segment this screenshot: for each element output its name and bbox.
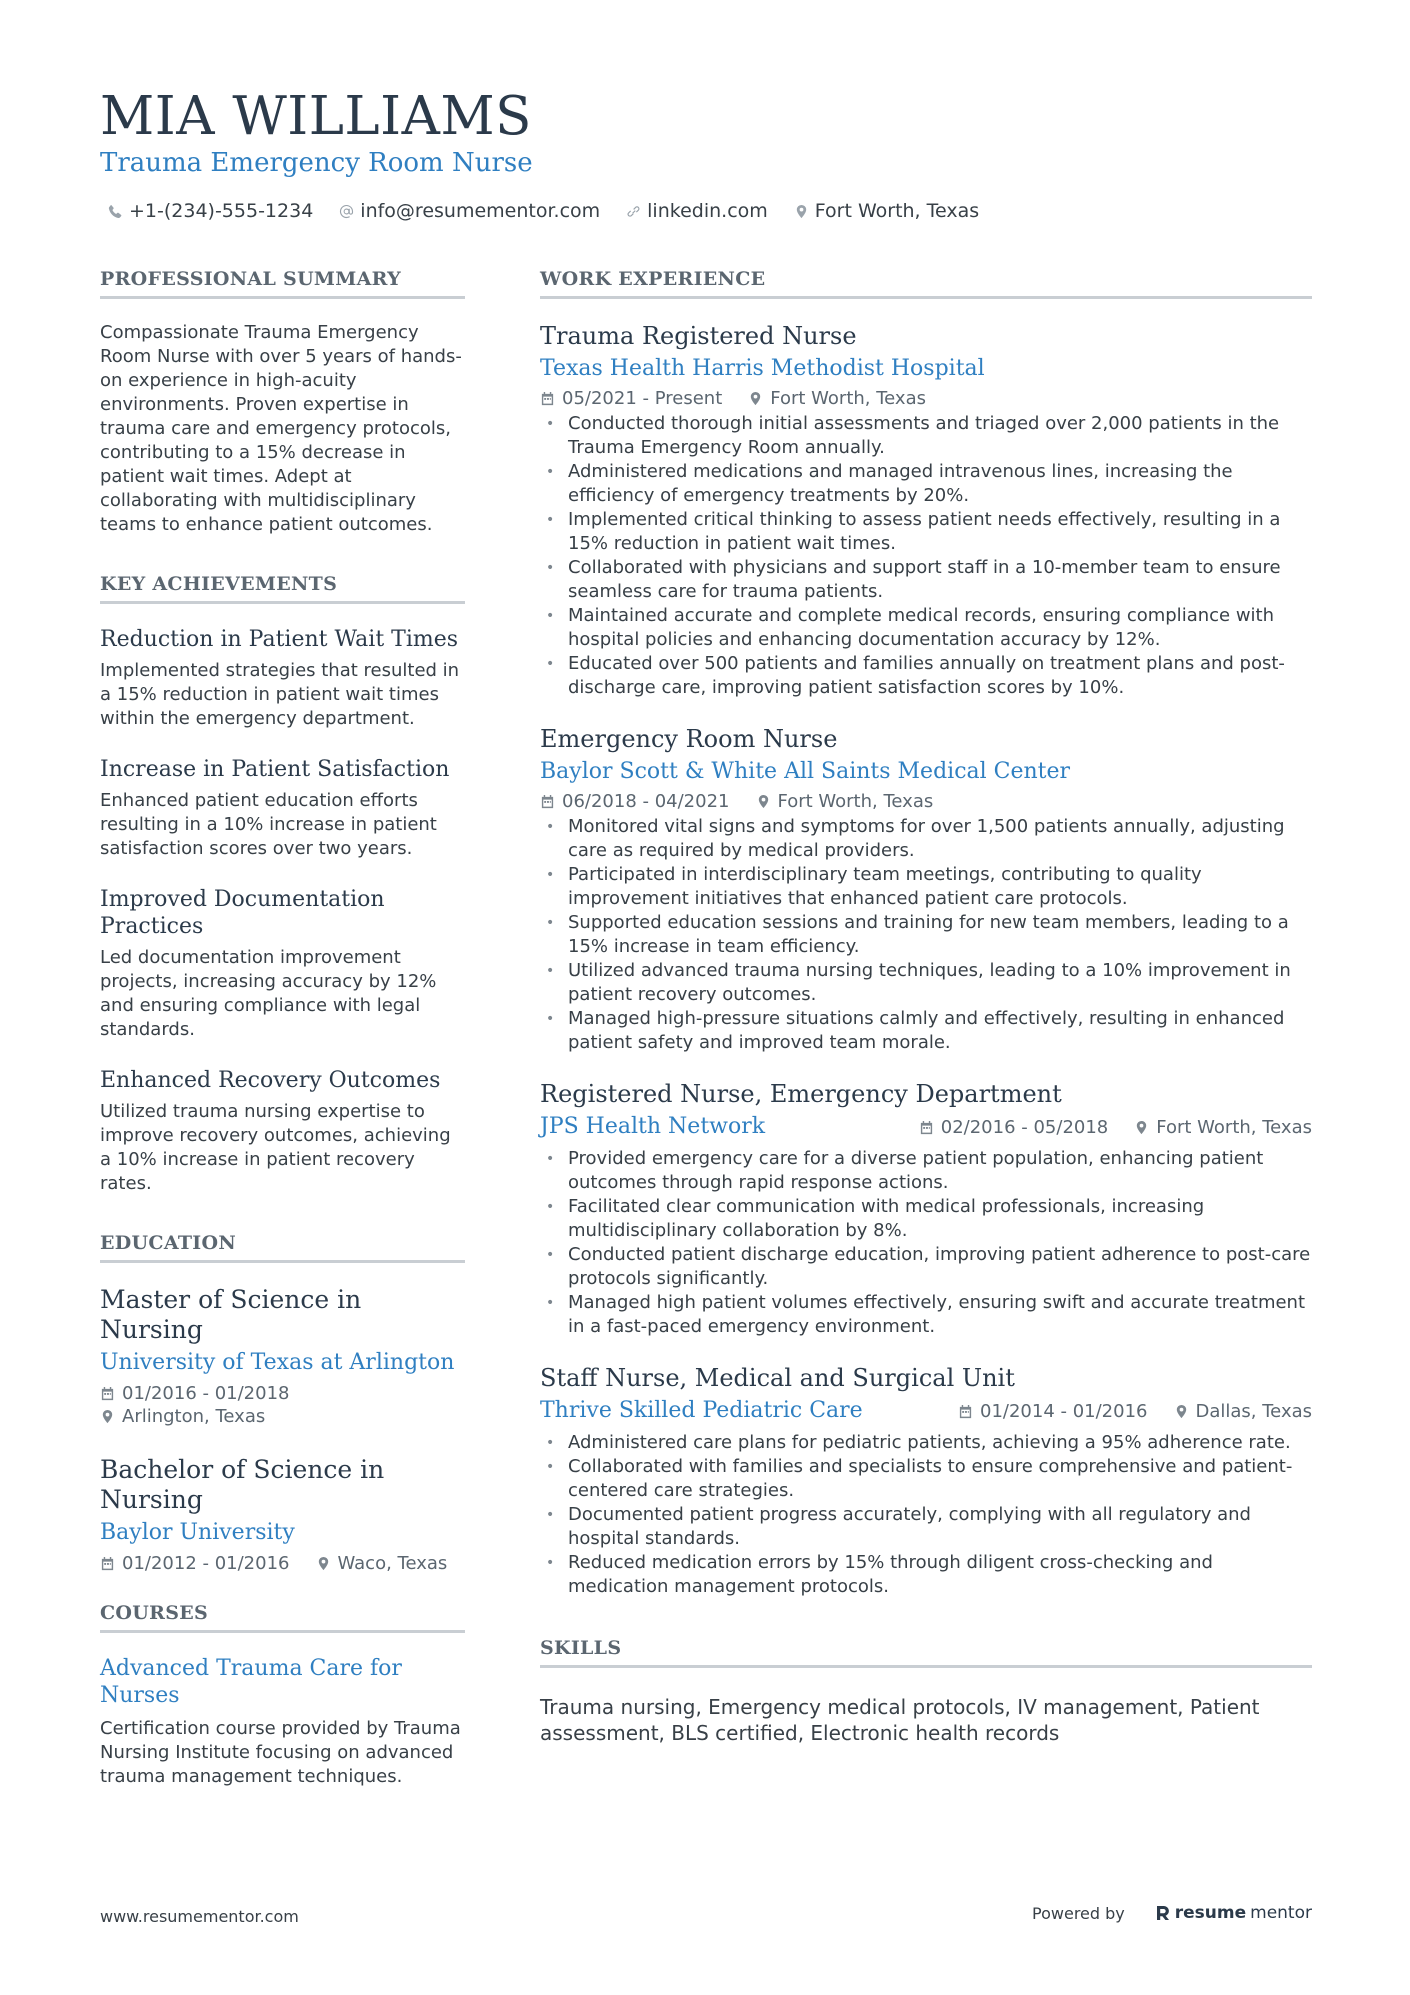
- left-column: [100, 268, 465, 1789]
- experience-section: [540, 268, 1312, 1599]
- job-line: [540, 1113, 1312, 1141]
- achievement-title: Increase in Patient Satisfaction: [100, 757, 450, 782]
- summary-text: Compassionate Trauma Emergency Room Nurse with over 5 years of hands-on experience in high-acuity environments. Proven expertise in trauma care and emergency protocols, contributing to a 15% decrease in patient wait times. Adept at collaborating with multidisciplinary teams to enhance patient outcomes.: [100, 322, 462, 535]
- achievement-title: Reduction in Patient Wait Times: [100, 627, 459, 652]
- job-location-text: Fort Worth, Texas: [770, 388, 926, 409]
- job-bullet: • Conducted patient discharge education, improving patient adherence to post-care protocols significantly.: [540, 1243, 1312, 1291]
- education-location-text: Waco, Texas: [337, 1553, 448, 1574]
- course-title: Advanced Trauma Care for Nurses: [100, 1656, 402, 1708]
- contact-bar: [108, 200, 979, 222]
- location-icon: [1134, 1120, 1149, 1135]
- job-bullet: • Managed high patient volumes effectively, ensuring swift and accurate treatment in a fast-paced emergency environment.: [540, 1291, 1312, 1339]
- achievement-item: [100, 626, 465, 731]
- education-location-text: Arlington, Texas: [122, 1406, 266, 1427]
- job-location-text: Fort Worth, Texas: [1156, 1116, 1312, 1138]
- job-bullet: • Educated over 500 patients and families annually on treatment plans and post-discharge care, improving patient satisfaction scores by 10%.: [540, 652, 1312, 700]
- job-location: [756, 791, 934, 812]
- achievements-section: [100, 573, 465, 1196]
- phone-icon: [108, 204, 123, 219]
- contact-email[interactable]: [339, 200, 600, 222]
- education-school: Baylor University: [100, 1520, 295, 1545]
- summary-heading: PROFESSIONAL SUMMARY: [100, 268, 465, 299]
- job-bullet: • Maintained accurate and complete medical records, ensuring compliance with hospital policies and enhancing documentation accuracy by 12%.: [540, 604, 1312, 652]
- job-company: JPS Health Network: [540, 1114, 766, 1139]
- contact-location: [794, 200, 979, 222]
- job-dates: [540, 388, 722, 409]
- education-dates-text: 01/2016 - 01/2018: [122, 1383, 290, 1404]
- skills-heading: SKILLS: [540, 1637, 1312, 1668]
- job-bullet: • Implemented critical thinking to assess patient needs effectively, resulting in a 15% reduction in patient wait times.: [540, 508, 1312, 556]
- courses-section: [100, 1602, 465, 1789]
- achievement-item: [100, 756, 465, 861]
- contact-location-text: Fort Worth, Texas: [814, 200, 980, 222]
- job-bullets: [540, 815, 1312, 1055]
- resumementor-logo-icon: [1155, 1904, 1171, 1922]
- job-bullet: • Conducted thorough initial assessments and triaged over 2,000 patients in the Trauma Emergency Room annually.: [540, 412, 1312, 460]
- job-bullet: • Reduced medication errors by 15% through diligent cross-checking and medication management protocols.: [540, 1551, 1312, 1599]
- calendar-icon: [958, 1404, 973, 1419]
- job-meta: [540, 388, 1312, 409]
- candidate-title: Trauma Emergency Room Nurse: [100, 148, 533, 178]
- at-icon: [339, 204, 354, 219]
- job-bullet: • Provided emergency care for a diverse patient population, enhancing patient outcomes through rapid response actions.: [540, 1147, 1312, 1195]
- job-title: Registered Nurse, Emergency Department: [540, 1080, 1062, 1108]
- job-bullet: • Monitored vital signs and symptoms for over 1,500 patients annually, adjusting care as required by medical providers.: [540, 815, 1312, 863]
- job-item: [540, 1079, 1312, 1339]
- job-company: Texas Health Harris Methodist Hospital: [540, 356, 985, 381]
- location-icon: [316, 1556, 331, 1571]
- job-dates: [540, 791, 730, 812]
- job-meta: [958, 1401, 1312, 1422]
- achievements-heading: KEY ACHIEVEMENTS: [100, 573, 465, 604]
- education-heading: EDUCATION: [100, 1232, 465, 1263]
- education-dates: [100, 1383, 465, 1404]
- contact-linkedin[interactable]: [626, 200, 768, 222]
- calendar-icon: [919, 1120, 934, 1135]
- job-bullet: • Facilitated clear communication with medical professionals, increasing multidisciplinary collaboration by 8%.: [540, 1195, 1312, 1243]
- contact-phone[interactable]: [108, 200, 313, 222]
- job-meta: [919, 1117, 1312, 1138]
- education-degree: Bachelor of Science in Nursing: [100, 1455, 385, 1514]
- job-dates: [958, 1401, 1148, 1422]
- skills-text: Trauma nursing, Emergency medical protocols, IV management, Patient assessment, BLS certified, Electronic health records: [540, 1695, 1260, 1745]
- job-dates-text: 02/2016 - 05/2018: [940, 1116, 1109, 1138]
- job-meta: [540, 791, 1312, 812]
- right-column: [540, 268, 1312, 1746]
- education-dates-text: 01/2012 - 01/2016: [122, 1553, 290, 1574]
- contact-phone-text: +1-(234)-555-1234: [129, 200, 314, 222]
- achievement-item: [100, 886, 465, 1042]
- candidate-name: MIA WILLIAMS: [100, 86, 532, 147]
- job-bullet: • Administered medications and managed intravenous lines, increasing the efficiency of emergency treatments by 20%.: [540, 460, 1312, 508]
- achievement-text: Utilized trauma nursing expertise to improve recovery outcomes, achieving a 10% increase in patient recovery rates.: [100, 1101, 451, 1194]
- job-bullets: [540, 412, 1312, 700]
- job-dates-text: 05/2021 - Present: [562, 388, 723, 409]
- job-bullet: • Documented patient progress accurately, complying with all regulatory and hospital standards.: [540, 1503, 1312, 1551]
- job-bullet: • Collaborated with physicians and support staff in a 10-member team to ensure seamless care for trauma patients.: [540, 556, 1312, 604]
- education-item: [100, 1455, 465, 1574]
- job-title: Staff Nurse, Medical and Surgical Unit: [540, 1364, 1015, 1392]
- skills-section: [540, 1637, 1312, 1746]
- achievement-text: Enhanced patient education efforts resulting in a 10% increase in patient satisfaction scores over two years.: [100, 790, 437, 859]
- footer-powered: [1032, 1903, 1312, 1923]
- location-icon: [100, 1409, 115, 1424]
- education-section: [100, 1232, 465, 1574]
- footer-website[interactable]: www.resumementor.com: [100, 1907, 299, 1926]
- contact-linkedin-text: linkedin.com: [647, 200, 768, 222]
- job-bullet: • Utilized advanced trauma nursing techniques, leading to a 10% improvement in patient recovery outcomes.: [540, 959, 1312, 1007]
- job-company: Baylor Scott & White All Saints Medical Center: [540, 759, 1071, 784]
- location-icon: [748, 391, 763, 406]
- calendar-icon: [540, 794, 555, 809]
- education-item: [100, 1285, 465, 1427]
- achievement-item: [100, 1067, 465, 1196]
- calendar-icon: [100, 1556, 115, 1571]
- job-item: [540, 321, 1312, 700]
- education-location: [316, 1553, 448, 1574]
- courses-heading: COURSES: [100, 1602, 465, 1633]
- calendar-icon: [540, 391, 555, 406]
- calendar-icon: [100, 1386, 115, 1401]
- job-item: [540, 724, 1312, 1055]
- location-icon: [794, 204, 809, 219]
- education-dates: [100, 1553, 290, 1574]
- course-text: Certification course provided by Trauma Nursing Institute focusing on advanced trauma management techniques.: [100, 1718, 461, 1787]
- job-company: Thrive Skilled Pediatric Care: [540, 1398, 863, 1423]
- education-school: University of Texas at Arlington: [100, 1350, 455, 1375]
- job-dates: [919, 1117, 1109, 1138]
- achievement-title: Enhanced Recovery Outcomes: [100, 1068, 441, 1093]
- location-icon: [756, 794, 771, 809]
- job-line: [540, 1397, 1312, 1425]
- job-location: [1174, 1401, 1313, 1422]
- job-item: [540, 1363, 1312, 1599]
- job-bullet: • Administered care plans for pediatric patients, achieving a 95% adherence rate.: [540, 1431, 1312, 1455]
- brand-name-bold: resume: [1174, 1903, 1247, 1923]
- achievement-text: Implemented strategies that resulted in a 15% reduction in patient wait times within the emergency department.: [100, 660, 460, 729]
- job-bullets: [540, 1431, 1312, 1599]
- powered-by-label: Powered by: [1032, 1903, 1125, 1923]
- course-item: [100, 1655, 465, 1789]
- job-location: [1134, 1117, 1312, 1138]
- brand-logo[interactable]: [1155, 1903, 1312, 1923]
- job-bullet: • Supported education sessions and training for new team members, leading to a 15% increase in team efficiency.: [540, 911, 1312, 959]
- job-title: Trauma Registered Nurse: [540, 322, 857, 350]
- achievement-title: Improved Documentation Practices: [100, 887, 385, 939]
- job-dates-text: 06/2018 - 04/2021: [562, 791, 730, 812]
- summary-section: [100, 268, 465, 537]
- job-location-text: Fort Worth, Texas: [777, 791, 934, 812]
- job-location-text: Dallas, Texas: [1195, 1400, 1312, 1422]
- job-bullet: • Collaborated with families and specialists to ensure comprehensive and patient-centered care strategies.: [540, 1455, 1312, 1503]
- experience-heading: WORK EXPERIENCE: [540, 268, 1312, 299]
- job-bullets: [540, 1147, 1312, 1339]
- job-bullet: • Managed high-pressure situations calmly and effectively, resulting in enhanced patient safety and improved team morale.: [540, 1007, 1312, 1055]
- achievement-text: Led documentation improvement projects, increasing accuracy by 12% and ensuring compliance with legal standards.: [100, 947, 437, 1040]
- link-icon: [626, 204, 641, 219]
- education-degree: Master of Science in Nursing: [100, 1285, 362, 1344]
- location-icon: [1174, 1404, 1189, 1419]
- job-bullet: • Participated in interdisciplinary team meetings, contributing to quality improvement initiatives that enhanced patient care protocols.: [540, 863, 1312, 911]
- education-meta: [100, 1553, 465, 1574]
- contact-email-text: info@resumementor.com: [360, 200, 601, 222]
- brand-name-light: mentor: [1250, 1903, 1312, 1923]
- job-location: [748, 388, 926, 409]
- job-title: Emergency Room Nurse: [540, 725, 838, 753]
- education-location: [100, 1406, 465, 1427]
- job-dates-text: 01/2014 - 01/2016: [980, 1400, 1148, 1422]
